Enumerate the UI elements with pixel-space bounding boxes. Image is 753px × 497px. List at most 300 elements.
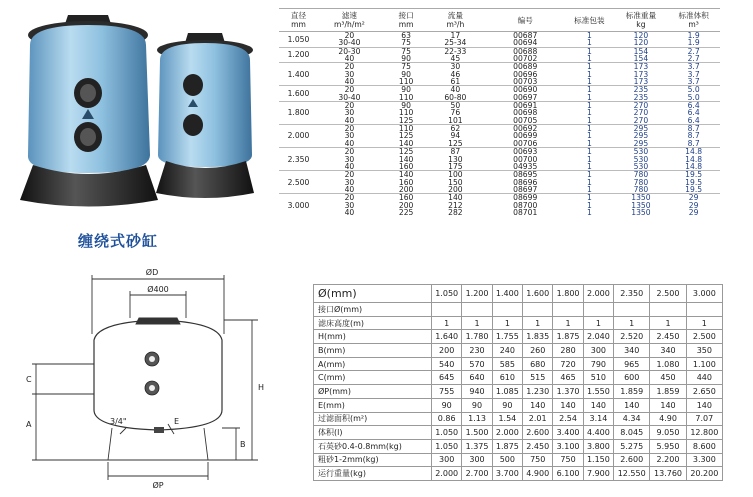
dimension-cell: 3.14 xyxy=(583,412,613,426)
dimension-cell: 4.34 xyxy=(614,412,650,426)
spec-cell: 1 xyxy=(564,63,614,71)
dimension-row xyxy=(314,467,723,481)
spec-cell: 1 xyxy=(586,77,592,87)
spec-cell: 160 xyxy=(381,194,431,202)
spec-cell: 173 xyxy=(633,77,649,87)
spec-cell: 87 xyxy=(431,148,479,156)
spec-cell: 19.5 xyxy=(685,177,703,187)
spec-cell: 20 xyxy=(318,63,381,71)
dimension-cell: 2.600 xyxy=(614,453,650,467)
spec-cell: 530 xyxy=(615,148,668,156)
dimension-cell: 5.275 xyxy=(614,439,650,453)
dimension-row xyxy=(314,453,723,467)
spec-cell: 110 xyxy=(398,92,414,102)
spec-cell: 5.0 xyxy=(667,86,720,94)
tank-dimension-drawing xyxy=(2,262,282,497)
spec-cell: 140 xyxy=(398,154,414,164)
dimension-cell: 280 xyxy=(553,344,583,358)
spec-spacer xyxy=(479,156,486,163)
spec-cell: 3.7 xyxy=(667,63,720,71)
dimension-cell: 1 xyxy=(432,316,462,330)
dimension-cell: 200 xyxy=(432,344,462,358)
dimension-cell: 755 xyxy=(432,385,462,399)
spec-cell: 14.8 xyxy=(685,154,703,164)
spec-cell: 160 xyxy=(398,177,414,187)
spec-spacer xyxy=(479,171,486,179)
dimension-cell: 140 xyxy=(583,398,613,412)
dimension-cell: 440 xyxy=(686,371,722,385)
spec-cell: 1350 xyxy=(615,194,668,202)
spec-cell: 100 xyxy=(431,171,479,179)
spec-cell: 60-80 xyxy=(444,92,467,102)
dimension-cell xyxy=(686,303,722,317)
spec-cell: 2.7 xyxy=(667,47,720,55)
label-e: E xyxy=(174,417,180,426)
spec-cell: 270 xyxy=(633,115,649,125)
dimension-cell: 230 xyxy=(462,344,492,358)
dimension-row xyxy=(314,412,723,426)
dimension-cell: 1.080 xyxy=(650,357,686,371)
dimension-cell: 350 xyxy=(686,344,722,358)
spec-cell: 30 xyxy=(344,69,355,79)
spec-cell: 20-30 xyxy=(318,47,381,55)
dimension-cell xyxy=(553,303,583,317)
spec-spacer xyxy=(479,209,486,216)
dimension-label: ØP(mm) xyxy=(314,385,432,399)
spec-cell: 00703 xyxy=(513,77,538,87)
label-inlet: 3/4" xyxy=(110,417,127,426)
spec-cell: 8.7 xyxy=(687,131,700,141)
spec-cell: 90 xyxy=(381,102,431,110)
spec-spacer xyxy=(479,39,486,47)
dimension-cell: 1.755 xyxy=(492,330,522,344)
spec-cell: 1 xyxy=(564,171,614,179)
dimension-cell: 2.54 xyxy=(553,412,583,426)
dimension-cell: 1 xyxy=(614,316,650,330)
dimension-cell: 1.100 xyxy=(686,357,722,371)
dimension-cell: 2.650 xyxy=(686,385,722,399)
spec-diameter: 2.500 xyxy=(279,171,318,194)
spec-cell: 173 xyxy=(615,63,668,71)
spec-cell: 1 xyxy=(564,86,614,94)
spec-cell: 3.7 xyxy=(687,69,700,79)
spec-cell: 00697 xyxy=(513,92,538,102)
spec-cell: 235 xyxy=(615,86,668,94)
spec-cell: 20 xyxy=(318,102,381,110)
spec-cell: 200 xyxy=(398,184,414,194)
spec-diameter: 2.350 xyxy=(279,148,318,171)
spec-spacer xyxy=(479,32,486,40)
label-p: ØP xyxy=(152,481,164,490)
dimension-row xyxy=(314,285,723,303)
label-c: C xyxy=(26,375,32,384)
dimension-cell: 6.100 xyxy=(553,467,583,481)
spec-cell: 63 xyxy=(381,32,431,40)
spec-cell: 40 xyxy=(344,115,355,125)
spec-cell: 75 xyxy=(401,38,411,48)
dimension-cell: 940 xyxy=(462,385,492,399)
spec-spacer xyxy=(479,132,486,139)
spec-cell: 40 xyxy=(344,207,355,217)
dimension-cell: 515 xyxy=(523,371,553,385)
dimension-label: B(mm) xyxy=(314,344,432,358)
dimension-cell: 2.000 xyxy=(583,285,613,303)
spec-cell: 295 xyxy=(615,125,668,133)
dimension-cell: 2.500 xyxy=(686,330,722,344)
spec-cell: 1 xyxy=(586,115,592,125)
header-speed: 滤速 m³/h/m² xyxy=(318,9,381,32)
spec-cell: 270 xyxy=(615,102,668,110)
spec-spacer xyxy=(479,202,486,209)
dimension-row xyxy=(314,316,723,330)
dimension-cell: 2.520 xyxy=(614,330,650,344)
spec-cell: 22-33 xyxy=(431,47,479,55)
dimension-cell: 340 xyxy=(650,344,686,358)
dimension-cell: 1.550 xyxy=(583,385,613,399)
dimension-cell: 3.300 xyxy=(686,453,722,467)
spec-spacer xyxy=(479,109,486,116)
dimension-cell: 2.700 xyxy=(462,467,492,481)
dimension-cell: 1 xyxy=(650,316,686,330)
spec-cell: 154 xyxy=(633,54,649,64)
spec-cell: 1 xyxy=(586,138,592,148)
spec-diameter: 1.050 xyxy=(279,32,318,48)
dimension-label: 过滤面积(m²) xyxy=(314,412,432,426)
spec-cell: 6.4 xyxy=(687,108,700,118)
spec-cell: 20 xyxy=(318,125,381,133)
spec-cell: 1.9 xyxy=(687,38,700,48)
spec-cell: 295 xyxy=(633,138,649,148)
dimension-cell: 1.640 xyxy=(432,330,462,344)
spec-cell: 90 xyxy=(401,69,411,79)
spec-cell: 62 xyxy=(431,125,479,133)
dimension-label: 滤床高度(m) xyxy=(314,316,432,330)
spec-cell: 25-34 xyxy=(444,38,467,48)
dimension-cell: 2.500 xyxy=(650,285,686,303)
spec-cell: 00706 xyxy=(513,138,538,148)
spec-cell: 140 xyxy=(381,171,431,179)
spec-cell: 19.5 xyxy=(667,171,720,179)
dimension-cell: 2.01 xyxy=(523,412,553,426)
spec-spacer xyxy=(479,179,486,186)
spec-cell: 160 xyxy=(398,161,414,171)
dimension-cell xyxy=(583,303,613,317)
spec-cell: 76 xyxy=(450,108,461,118)
spec-cell: 130 xyxy=(448,154,463,164)
dimension-cell: 3.700 xyxy=(492,467,522,481)
dimension-row xyxy=(314,385,723,399)
dimension-cell: 645 xyxy=(432,371,462,385)
spec-cell: 1 xyxy=(586,54,592,64)
spec-cell: 00693 xyxy=(486,148,564,156)
spec-cell: 1 xyxy=(586,200,592,210)
spec-spacer xyxy=(479,163,486,171)
dimension-cell: 570 xyxy=(462,357,492,371)
dimension-cell: 12.800 xyxy=(686,426,722,440)
dimension-cell: 500 xyxy=(492,453,522,467)
spec-cell: 780 xyxy=(633,184,649,194)
dimension-cell: 9.050 xyxy=(650,426,686,440)
spec-cell: 00705 xyxy=(513,115,538,125)
spec-diameter: 1.400 xyxy=(279,63,318,86)
dimension-label: C(mm) xyxy=(314,371,432,385)
spec-spacer xyxy=(479,140,486,148)
label-h: H xyxy=(258,383,265,392)
spec-cell: 6.4 xyxy=(667,102,720,110)
dimension-cell: 1.54 xyxy=(492,412,522,426)
spec-cell: 270 xyxy=(633,108,649,118)
spec-cell: 1 xyxy=(586,207,592,217)
dimension-cell: 2.450 xyxy=(523,439,553,453)
dimension-cell: 1.050 xyxy=(432,285,462,303)
dimension-cell: 1.050 xyxy=(432,439,462,453)
dimension-cell: 1.875 xyxy=(553,330,583,344)
dimension-cell: 1 xyxy=(553,316,583,330)
spec-cell: 08699 xyxy=(486,194,564,202)
spec-cell: 20 xyxy=(318,86,381,94)
spec-cell: 30 xyxy=(344,108,355,118)
spec-cell: 30 xyxy=(431,63,479,71)
dimension-cell: 260 xyxy=(523,344,553,358)
dimension-row xyxy=(314,344,723,358)
spec-cell: 29 xyxy=(688,207,699,217)
header-weight: 标准重量 kg xyxy=(615,9,668,32)
spec-cell: 00700 xyxy=(513,154,538,164)
spec-cell: 530 xyxy=(633,154,649,164)
dimension-cell: 2.350 xyxy=(614,285,650,303)
spec-cell: 140 xyxy=(431,194,479,202)
spec-spacer xyxy=(479,117,486,125)
spec-cell: 140 xyxy=(398,138,414,148)
large-tank xyxy=(20,15,158,207)
spec-cell: 125 xyxy=(448,138,463,148)
dimension-cell: 3.100 xyxy=(553,439,583,453)
spec-cell: 30-40 xyxy=(338,38,361,48)
spec-cell: 90 xyxy=(381,86,431,94)
dimension-cell: 3.400 xyxy=(553,426,583,440)
dimension-label: Ø(mm) xyxy=(314,285,432,303)
dimension-cell xyxy=(650,303,686,317)
dimension-cell: 5.950 xyxy=(650,439,686,453)
small-tank xyxy=(156,33,254,198)
dimension-cell: 585 xyxy=(492,357,522,371)
dimension-cell: 300 xyxy=(432,453,462,467)
spec-cell: 8.7 xyxy=(687,138,700,148)
spec-spacer xyxy=(479,94,486,102)
dimension-cell: 3.800 xyxy=(583,439,613,453)
header-volume: 标准体积 m³ xyxy=(667,9,720,32)
dimension-row xyxy=(314,330,723,344)
spec-cell: 2.7 xyxy=(687,54,700,64)
spec-cell: 1350 xyxy=(631,200,651,210)
dimension-cell: 610 xyxy=(492,371,522,385)
dimension-cell: 1.500 xyxy=(462,426,492,440)
spec-cell: 225 xyxy=(398,207,414,217)
spec-diameter: 1.200 xyxy=(279,47,318,63)
dimension-cell: 300 xyxy=(583,344,613,358)
spec-cell: 200 xyxy=(398,200,414,210)
spec-table xyxy=(279,8,720,216)
spec-cell: 8.7 xyxy=(667,125,720,133)
dimension-row xyxy=(314,303,723,317)
spec-cell: 08700 xyxy=(513,200,538,210)
dimension-cell: 1.13 xyxy=(462,412,492,426)
header-diameter: 直径 mm xyxy=(279,9,318,32)
spec-cell: 120 xyxy=(615,32,668,40)
dimension-cell: 13.760 xyxy=(650,467,686,481)
dimension-cell: 1.800 xyxy=(553,285,583,303)
dimension-cell: 1.859 xyxy=(650,385,686,399)
spec-cell: 1 xyxy=(564,102,614,110)
dimension-cell: 3.000 xyxy=(686,285,722,303)
dimension-cell: 1.835 xyxy=(523,330,553,344)
spec-cell: 08695 xyxy=(486,171,564,179)
dimension-cell xyxy=(492,303,522,317)
spec-cell: 14.8 xyxy=(685,161,703,171)
dimension-cell: 140 xyxy=(523,398,553,412)
dimension-table xyxy=(313,284,723,481)
dimension-cell: 1 xyxy=(686,316,722,330)
spec-row xyxy=(279,39,720,47)
spec-cell: 780 xyxy=(633,177,649,187)
spec-cell: 20 xyxy=(318,194,381,202)
dimension-label: 体积(l) xyxy=(314,426,432,440)
dimension-row xyxy=(314,371,723,385)
dimension-cell: 1 xyxy=(462,316,492,330)
dimension-cell: 1.875 xyxy=(492,439,522,453)
header-flow: 流量 m³/h xyxy=(431,9,479,32)
spec-cell: 00699 xyxy=(513,131,538,141)
dimension-cell: 1.600 xyxy=(523,285,553,303)
spec-cell: 30 xyxy=(344,154,355,164)
spec-spacer xyxy=(479,71,486,78)
spec-cell: 40 xyxy=(344,77,355,87)
dimension-cell: 600 xyxy=(614,371,650,385)
spec-spacer xyxy=(479,78,486,86)
spec-spacer xyxy=(479,125,486,133)
spec-cell: 00688 xyxy=(486,47,564,55)
spec-cell: 110 xyxy=(381,125,431,133)
dimension-cell: 8.045 xyxy=(614,426,650,440)
dimension-cell: 140 xyxy=(686,398,722,412)
dimension-cell: 2.000 xyxy=(432,467,462,481)
spec-cell: 120 xyxy=(633,38,649,48)
dimension-cell: 750 xyxy=(523,453,553,467)
dimension-label: 石英砂0.4-0.8mm(kg) xyxy=(314,439,432,453)
spec-cell: 08701 xyxy=(513,207,538,217)
label-a: A xyxy=(26,420,32,429)
spec-cell: 08696 xyxy=(513,177,538,187)
header-pack: 标准包装 xyxy=(564,9,614,32)
spec-cell: 1 xyxy=(586,69,592,79)
spec-cell: 1 xyxy=(586,108,592,118)
spec-cell: 00690 xyxy=(486,86,564,94)
spec-cell: 75 xyxy=(381,47,431,55)
spec-spacer xyxy=(479,55,486,63)
dimension-cell: 640 xyxy=(462,371,492,385)
dimension-cell: 1.370 xyxy=(553,385,583,399)
spec-cell: 00689 xyxy=(486,63,564,71)
spec-cell: 00702 xyxy=(513,54,538,64)
product-caption: 缠绕式砂缸 xyxy=(78,232,159,250)
spec-cell: 00694 xyxy=(513,38,538,48)
spec-cell: 173 xyxy=(633,69,649,79)
dimension-label: 粗砂1-2mm(kg) xyxy=(314,453,432,467)
spec-cell: 14.8 xyxy=(667,148,720,156)
dimension-cell: 20.200 xyxy=(686,467,722,481)
spec-spacer xyxy=(479,186,486,194)
dimension-cell: 4.400 xyxy=(583,426,613,440)
spec-cell: 30 xyxy=(344,177,355,187)
spec-spacer xyxy=(479,102,486,110)
dimension-cell: 90 xyxy=(432,398,462,412)
dimension-cell: 300 xyxy=(462,453,492,467)
spec-cell: 154 xyxy=(615,47,668,55)
spec-cell: 61 xyxy=(450,77,461,87)
spec-cell: 1 xyxy=(586,38,592,48)
dimension-cell: 1.400 xyxy=(492,285,522,303)
dimension-cell: 1.375 xyxy=(462,439,492,453)
dimension-label: 接口Ø(mm) xyxy=(314,303,432,317)
spec-diameter: 1.800 xyxy=(279,102,318,125)
spec-spacer xyxy=(479,63,486,71)
spec-cell: 1 xyxy=(564,32,614,40)
spec-cell: 20 xyxy=(318,32,381,40)
dimension-cell: 340 xyxy=(614,344,650,358)
spec-cell: 19.5 xyxy=(685,184,703,194)
spec-cell: 29 xyxy=(688,200,699,210)
dimension-cell: 680 xyxy=(523,357,553,371)
spec-cell: 295 xyxy=(633,131,649,141)
spec-diameter: 2.000 xyxy=(279,125,318,148)
spec-cell: 1 xyxy=(586,92,592,102)
spec-cell: 282 xyxy=(448,207,463,217)
spec-cell: 125 xyxy=(381,148,431,156)
spec-cell: 04935 xyxy=(513,161,538,171)
spec-cell: 110 xyxy=(398,77,414,87)
dimension-label: E(mm) xyxy=(314,398,432,412)
dimension-label: H(mm) xyxy=(314,330,432,344)
label-d: ØD xyxy=(145,268,159,277)
spec-cell: 1350 xyxy=(631,207,651,217)
label-d400: Ø400 xyxy=(147,285,169,294)
spec-cell: 30 xyxy=(344,131,355,141)
spec-cell: 94 xyxy=(450,131,461,141)
dimension-cell: 465 xyxy=(553,371,583,385)
dimension-cell: 140 xyxy=(650,398,686,412)
dimension-cell: 2.200 xyxy=(650,453,686,467)
spec-cell: 30-40 xyxy=(338,92,361,102)
spec-cell: 3.7 xyxy=(687,77,700,87)
spec-cell: 200 xyxy=(448,184,463,194)
spec-cell: 00692 xyxy=(486,125,564,133)
dimension-cell: 720 xyxy=(553,357,583,371)
spec-cell: 780 xyxy=(615,171,668,179)
spec-spacer xyxy=(479,47,486,55)
spec-cell: 1 xyxy=(586,154,592,164)
spec-cell: 6.4 xyxy=(687,115,700,125)
dimension-cell: 140 xyxy=(553,398,583,412)
spec-cell: 5.0 xyxy=(687,92,700,102)
spec-diameter: 1.600 xyxy=(279,86,318,102)
spec-cell: 1 xyxy=(564,47,614,55)
dimension-cell: 1.780 xyxy=(462,330,492,344)
spec-cell: 00691 xyxy=(486,102,564,110)
dimension-cell: 790 xyxy=(583,357,613,371)
spec-cell: 235 xyxy=(633,92,649,102)
dimension-cell: 7.900 xyxy=(583,467,613,481)
spec-cell: 45 xyxy=(450,54,461,64)
